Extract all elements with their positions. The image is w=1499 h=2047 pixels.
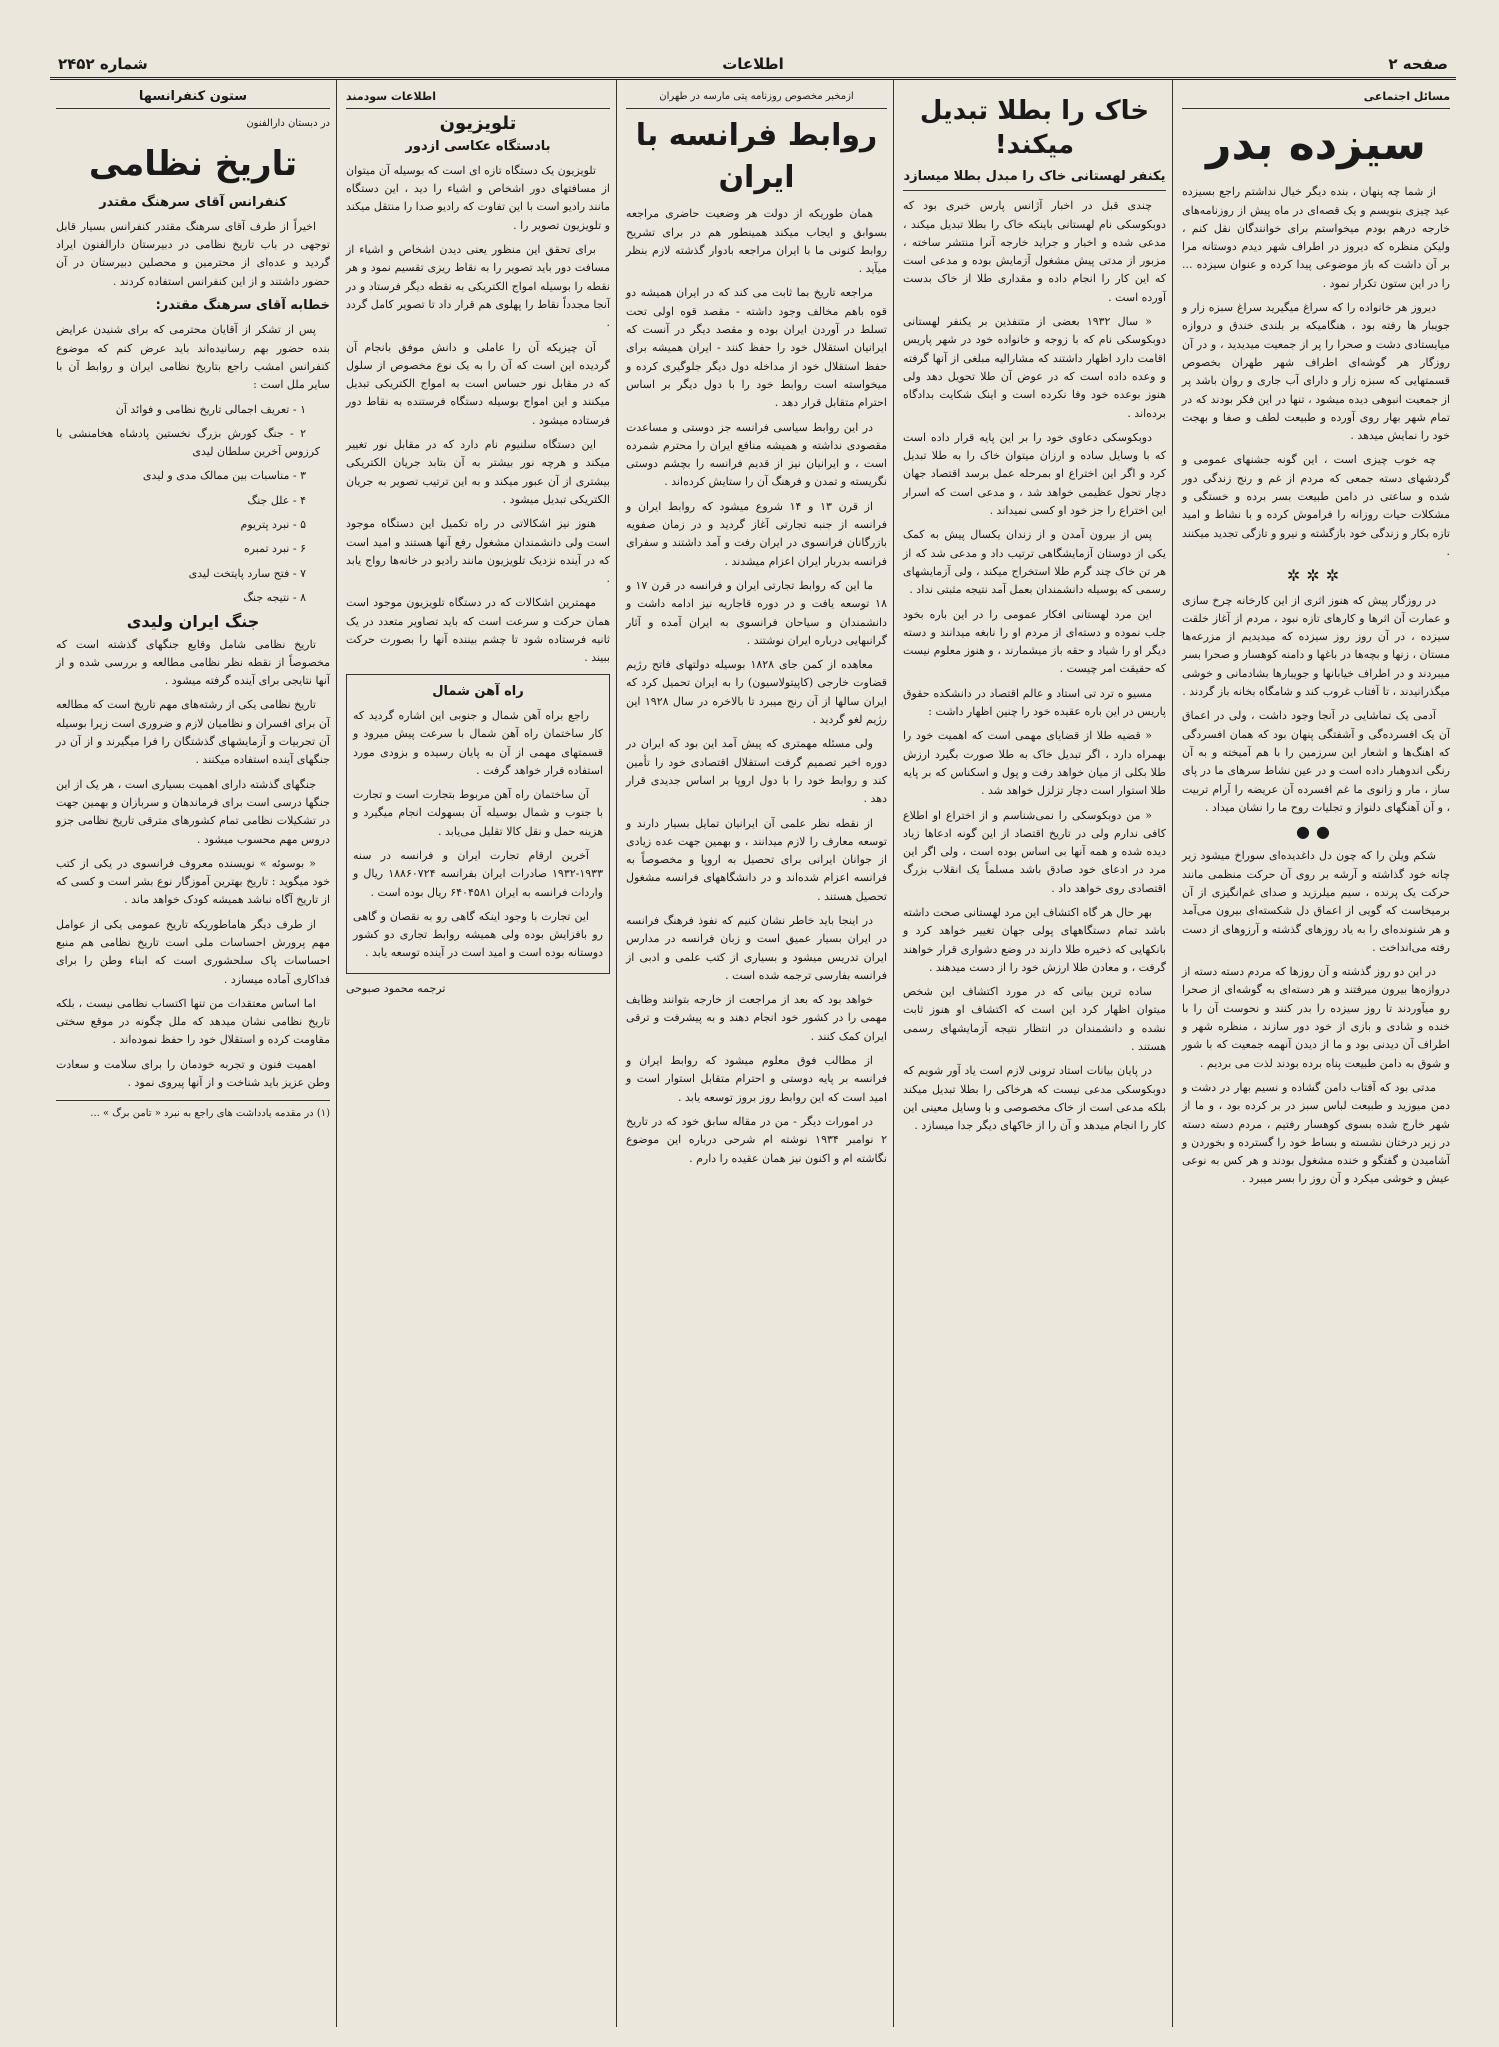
paragraph: در امورات دیگر - من در مقاله سابق خود که در تاریخ ۲ نوامبر ۱۹۳۴ نوشته ام شرحی درباره این موضوع نگاشته ام و اکنون نیز همان عقیده را دارم . [626, 1114, 887, 1165]
column-gold-article [897, 88, 1172, 2027]
newspaper-title: اطلاعات [722, 55, 784, 73]
list-item: ۵ - نبرد پتریوم [240, 518, 306, 532]
paragraph: مراجعه تاریخ بما ثابت می کند که در ایران همیشه دو قوه باهم مخالف وجود داشته - مقصد قوه اولی تحت تسلط در آوردن ایران بوده و مقصد دیگر در آنست که ایرانیان استقلال خود را حفظ کنند - ایران همیشه برای حفظ استقلال خود از مداخله دول دیگر جلوگیری کرده و میخواسته است روابط خود را با دول دیگر بر اساس احترام متقابل قرار دهد . [626, 286, 887, 410]
paragraph: ساده ترین بیانی که در مورد اکتشاف این شخص میتوان اظهار کرد این است که اکتشاف او هنوز ثابت نشده و دانشمندان در انتظار نتیجه آزمایشهای رسمی هستند . [903, 985, 1166, 1054]
paragraph: هنوز نیز اشکالاتی در راه تکمیل این دستگاه موجود است ولی دانشمندان مشغول رفع آنها هستند و امید است که در آینده نزدیک تلویزیون مانند رادیو در خانه‌ها رواج یابد . [346, 517, 610, 586]
paragraph: تاریخ نظامی شامل وقایع جنگهای گذشته است که مخصوصاً از نقطه نظر نظامی مطالعه و بررسی شده و از آنها نتایجی برای آینده گرفته میشود . [56, 637, 330, 688]
section-label: اطلاعات سودمند [346, 88, 610, 109]
paragraph: شکم ویلن را که چون دل داغدیده‌ای سوراخ میشود زیر چانه خود گذاشته و آرشه بر روی آن حرکت منظمی مانند حرکت یک پرنده ، سیم میلرزید و صدای غم‌انگیزی از آن برمیخاست که گویی از اعماق دل شکسته‌ای بیرون می‌آمد و هر شنونده‌ای را به یاد روزهای گذشته و آرزوهای از دست رفته می‌انداخت . [1182, 849, 1450, 954]
paragraph: معاهده از کمن جای ۱۸۲۸ بوسیله دولتهای فاتح رژیم قضاوت خارجی (کاپیتولاسیون) را به ایران تحمیل کرد که ایران سالها از آن رنج میبرد تا بالاخره در سال ۱۹۲۸ این رژیم لغو گردید . [626, 658, 887, 727]
list-item: ۴ - علل جنگ [247, 493, 306, 507]
paragraph: این تجارت با وجود اینکه گاهی رو به نقصان و گاهی رو بافزایش بوده ولی همیشه روابط تجاری دو کشور دوستانه بوده است و امید است در آینده توسعه یابد . [353, 909, 603, 960]
paragraph: اهمیت فنون و تجربه خودمان را برای سلامت و سعادت وطن عزیز باید شناخت و از آنها پیروی نمود . [56, 1057, 330, 1090]
paragraph: آن چیزیکه آن را عاملی و دانش موفق بانجام آن گردیده این است که آن را به یک نوع مخصوص از سلول که در مقابل نور حساس است به امواج الکتریکی تبدیل میکنند و این امواج بوسیله دستگاه فرستنده به نقاط دور فرستاده میشود . [346, 340, 610, 427]
paragraph: دوبکوسکی دعاوی خود را بر این پایه قرار داده است که با وسایل ساده و ارزان میتوان خاک را به طلا تبدیل کرد و اگر این اختراع او بمرحله عمل برسد اقتصاد جهان دچار تحول عظیمی خواهد شد ، و مدعی است که اسرار این اختراع را جز خود او کسی نمیداند . [903, 430, 1166, 518]
speech-title: خطابه آقای سرهنگ مقتدر: [155, 298, 330, 314]
paragraph: آن ساختمان راه آهن مربوط بتجارت است و تجارت با جنوب و شمال بوسیله آن بسهولت انجام میگیرد و هزینه حمل و نقل کالا تقلیل می‌یابد . [353, 788, 603, 838]
list-item: ۷ - فتح سارد پایتخت لیدی [188, 566, 306, 580]
paragraph: « بوسوئه » نویسنده معروف فرانسوی در یکی از کتب خود میگوید : تاریخ بهترین آموزگار نوع بشر است و کسی که از تاریخ آگاه نباشد همیشه کودک خواهد ماند . [56, 856, 330, 907]
column-sizdah-bedar [1176, 88, 1456, 2027]
paragraph: مهمترین اشکالات که در دستگاه تلویزیون موجود است همان حرکت و سرعت است که باید تصاویر متعدد در یک ثانیه فرستاده شود تا چشم بیننده آنها را بصورت حرکت ببیند . [346, 596, 610, 665]
issue-number: شماره ۲۴۵۲ [58, 55, 148, 73]
paragraph: در اینجا باید خاطر نشان کنیم که نفوذ فرهنگ فرانسه در ایران بسیار عمیق است و زبان فرانسه در مدارس ایران تدریس میشود و بسیاری از کتب علمی و ادبی از فرانسه بفارسی ترجمه شده است . [626, 913, 887, 982]
paragraph: اخیراً از طرف آقای سرهنگ مقتدر کنفرانس بسیار قابل توجهی در باب تاریخ نظامی در دبیرستان دارالفنون ایراد گردید و عده‌ای از محترمین و محصلین دبیرستان در آن حضور داشتند و از این کنفرانس استفاده کردند . [56, 219, 330, 288]
paragraph: پس از بیرون آمدن و از زندان یکسال پیش به کمک یکی از دوستان آزمایشگاهی ترتیب داد و مدعی شد که از هر تن خاک چند گرم طلا استخراج میکند ، ولی آزمایشهای رسمی که بوسیله دانشمندان بعمل آمد نتیجه مثبتی نداد . [903, 528, 1166, 597]
correspondent-note: ازمخبر مخصوص روزنامه پتی مارسه در طهران [626, 88, 887, 109]
footnote: (۱) در مقدمه یادداشت های راجع به نبرد « تامن برگ » ... [56, 1100, 330, 1123]
ornament-divider: ✲✲✲ [1286, 566, 1346, 586]
paragraph: از نقطه نظر علمی آن ایرانیان تمایل بسیار دارند و توسعه معارف را لازم میدانند ، و بهمین جهت عده زیادی از جوانان ایرانی برای تحصیل به اروپا و مخصوصاً به فرانسه اعزام شده‌اند و در دانشگاههای فرانسه مشغول تحصیل هستند . [626, 816, 887, 903]
column-france-iran-relations [620, 88, 893, 2027]
paragraph: در این دو روز گذشته و آن روزها که مردم دسته دسته از دروازه‌ها بیرون میرفتند و هر دسته‌ای به گوشه‌ای از صحرا رو میآوردند تا روز سیزده را بدر کنند و نحوست آن را با خنده و شادی و بازی از خود دور سازند ، منظره شهر و اطراف آن دیدنی بود و ما از دیدن آنهمه جمعیت که با شور و شوق به دامن طبیعت پناه برده بودند لذت می بردیم . [1182, 965, 1450, 1070]
paragraph: « من دوبکوسکی را نمی‌شناسم و از اختراع او اطلاع کافی ندارم ولی در تاریخ اقتصاد از این گونه ادعاها زیاد دیده شده و همه آنها بی اساس بوده است ، ولی اگر این مرد در ادعای خود صادق باشد مسلماً یک انقلاب بزرگ اقتصادی روی خواهد داد . [903, 808, 1166, 895]
paragraph: چه خوب چیزی است ، این گونه جشنهای عمومی و گردشهای دسته جمعی که مردم از غم و رنج زندگی دور شده و ساعتی در دامن طبیعت بسر برده و خستگی و مشکلات حیات روزانه را فراموش کرده و با نشاط و امید تازه بکار و زندگی خود بازگشته و نیرو و تازگی تجدید میکنند . [1182, 453, 1450, 558]
paragraph: تلویزیون یک دستگاه تازه ای است که بوسیله آن میتوان از مسافتهای دور اشخاص و اشیاء را دید ، این دستگاه مانند رادیو است با این تفاوت که رادیو صدا را منتقل میکند و تلویزیون تصویر را . [345, 163, 610, 232]
paragraph: اما اساس معتقدات من تنها اکتساب نظامی نیست ، بلکه تاریخ نظامی نشان میدهد که ملل چگونه در موقع سختی مقاومت کرده و استقلال خود را حفظ نموده‌اند . [56, 996, 330, 1047]
article-title: تلویزیون [439, 113, 517, 135]
list-item: ۸ - نتیجه جنگ [243, 590, 306, 604]
column-rule [616, 80, 617, 2027]
box-title: راه آهن شمال [432, 683, 524, 699]
paragraph: مسیو ه ترد تی استاد و عالم اقتصاد در دانشکده حقوق پاریس در این باره عقیده خود را چنین اظهار داشت : [903, 686, 1166, 719]
article-subtitle: کنفرانس آقای سرهنگ مقتدر [99, 194, 287, 210]
paragraph: راجع براه آهن شمال و جنوبی این اشاره گردید که کار ساختمان راه آهن شمال با سرعت پیش میرود و قسمتهای مهمی از آن به پایان رسیده و بزودی مورد استفاده قرار خواهد گرفت . [353, 708, 603, 777]
section-sublabel: در دبستان دارالفنون [246, 118, 330, 130]
paragraph: در این روابط سیاسی فرانسه جز دوستی و مساعدت مقصودی نداشته و همیشه منافع ایران را محترم شمرده است ، و ایرانیان نیز از قدیم فرانسه را بچشم دوستی نگریسته و تمدن و فرهنگ آن را ستایش کرده‌اند . [626, 420, 887, 489]
translator-credit: ترجمه محمود صبوحی [346, 981, 446, 995]
article-subtitle: بادستگاه عکاسی ازدور [405, 138, 551, 154]
column-rule [1172, 80, 1173, 2027]
paragraph: « قضیه طلا از قضایای مهمی است که اهمیت خود را بهمراه دارد ، اگر تبدیل خاک به طلا صورت بگیرد ارزش طلا بکلی از میان خواهد رفت و پول و اسکناس که بر پایه طلا استوار است دچار تزلزل خواهد شد . [903, 729, 1166, 798]
paragraph: در روزگار پیش که هنوز اثری از این کارخانه چرخ سازی و عمارت آن اثرها و کارهای تازه نبود ، مردم از آغاز خلقت سیزده ، در آن روز روز سیزده که میدیدیم از مزرعه‌ها مستان ، زنها و بچه‌ها در باغها و دامنه کوهسار و صحرا بسر میبردند و در اطراف خیابانها و جویبارها بشادمانی و خوشی میگذرانیدند ، تا آفتاب غروب کند و شامگاه بخانه باز گردند . [1182, 593, 1450, 699]
paragraph: چندی قبل در اخبار آژانس پارس خبری بود که دوبکوسکی نام لهستانی باینکه خاک را بطلا تبدیل میکند ، مدعی شده و اخبار و جراید خارجه آنرا منتشر ساخته ، مزبور از مدتی پیش مشغول آزمایش بوده و مدعی است که این کار را انجام داده و مقداری طلا از خاک بدست آورده است . [903, 199, 1166, 304]
list-item: ۶ - نبرد تمبره [243, 542, 306, 556]
paragraph: آدمی یک تماشایی در آنجا وجود داشت ، ولی در اعماق آن یک افسرده‌گی و آشفتگی پنهان بود که همان افسردگی که اهنگ‌ها و اشعار این سرزمین را با هم آمیخته و به آن رنگی اندوهبار داده است و در عین نشاط سرهای ما در پای ساز ، مار و زانوی ما غم افسرده آن عریضه را آرام تربیت ، و آن آهنگهای دلنواز و تجلیات روح ما را نشان میداد . [1182, 709, 1450, 814]
article-title: تاریخ نظامی [88, 143, 298, 184]
paragraph: این دستگاه سلنیوم نام دارد که در مقابل نور تغییر میکند و هرچه نور بیشتر به آن بتابد جریان الکتریکی بیشتری از آن عبور میکند و به این ترتیب تصویر به جریان الکتریکی تبدیل میشود . [346, 438, 610, 506]
list-item: ۳ - مناسبات بین ممالک مدی و لیدی [142, 469, 306, 483]
paragraph: ما این که روابط تجارتی ایران و فرانسه در قرن ۱۷ و ۱۸ توسعه یافت و در دوره قاجاریه نیز ادامه داشت و دانشمندان و سیاحان فرانسوی به ایران آمده و آثار گرانبهایی درباره ایران نوشتند . [626, 578, 887, 647]
paragraph: همان طوریکه از دولت هر وضعیت حاضری مراجعه بسوابق و ایجاب میکند همینطور هم در برای تشریح روابط کنونی ما با ایران مراجعه بادوار گذشته لازم بنظر میآید . [626, 207, 887, 276]
article-title: خاک را بطلا تبدیل میکند! [919, 96, 1150, 160]
paragraph: ولی مسئله مهمتری که پیش آمد این بود که ایران در دوره اخیر تصمیم گرفت استقلال اقتصادی خود را تأمین کند و روابط خود را با دول اروپا بر اساس جدیدی قرار دهد . [626, 737, 887, 806]
paragraph: آخرین ارقام تجارت ایران و فرانسه در سنه ۱۹۳۳-۱۹۳۲ صادرات ایران بفرانسه ۱۸۸۶۰۷۲۴ ریال و واردات فرانسه به ایران ۶۴۰۴۵۸۱ ریال بوده است . [353, 848, 603, 899]
paragraph: دیروز هر خانواده را که سراغ میگیرید سراغ سبزه زار و جویبار ها رفته بود ، هنگامیکه بر بلندی خندق و دروازه میایستادی دشت و صحرا را پر از جمعیت میدیدید ، و در آن روزگار هر گوشه‌ای اطراف شهر طهران بخصوص قسمتهایی که سبزه زار و دارای آب جاری و روان باشد پر از جمعیت انبوهی دیده میشود ، تنها در این فکر بودند که در تمام شهر بهار روی آورده و طبیعت لطف و صفا و بهجت خود را نمایش میدهد . [1182, 301, 1450, 443]
page-number: صفحه ۲ [1388, 55, 1448, 73]
paragraph: از شما چه پنهان ، بنده دیگر خیال نداشتم راجع بسیزده عید چیزی بنویسم و یک قصه‌ای در ماه پیش از روزنامه‌های خارجه درهم بودم میخواستم برای خوانندگان نقل کنم ، ولیکن منظره‌ که دیروز در اطراف شهر دیدم دوستانه مرا بر آن داشت که باز موضوعی پیدا کرده و عنوان سیزده ... را در این ستون تکرار نمود . [1182, 185, 1450, 290]
column-television [340, 88, 616, 2027]
paragraph: بهر حال هر گاه اکتشاف این مرد لهستانی صحت داشته باشد تمام دستگاههای پولی جهان تغییر خواهد کرد و بانکهایی که ذخیره طلا دارند در وضع دشواری قرار خواهند گرفت ، و معادن طلا ارزش خود را از دست میدهند . [903, 905, 1166, 974]
railway-box [346, 674, 610, 974]
section-label: ستون کنفرانسها [56, 88, 330, 109]
paragraph: از قرن ۱۳ و ۱۴ شروع میشود که روابط ایران و فرانسه از جنبه تجارتی آغاز گردید و در زمان صفویه بازرگانان فرانسوی در ایران رفت و آمد داشتند و سفرای فرانسه بدربار ایران اعزام میشدند . [626, 499, 887, 568]
paragraph: برای تحقق این منظور یعنی دیدن اشخاص و اشیاء از مسافت دور باید تصویر را به نقاط ریزی تقسیم نمود و هر نقطه را بوسیله امواج الکتریکی به نقطه دیگر فرستاد و در آنجا مجدداً نقاط را پهلوی هم قرار داد تا تصویر کامل گردد . [346, 243, 610, 330]
article-title: سیزده بدر [1206, 119, 1426, 171]
paragraph: تاریخ نظامی یکی از رشته‌های مهم تاریخ است که مطالعه آن برای افسران و نظامیان لازم و ضروری است زیرا بوسیله آن تجربیات و آزمایشهای گذشتگان را فرا میگیرند و از آن در جنگهای آینده استفاده میکنند . [56, 698, 330, 767]
list-item: ۲ - جنگ کورش بزرگ نخستین پادشاه هخامنشی با کرزوس آخرین سلطان لیدی [56, 426, 320, 459]
article-subtitle: یکنفر لهستانی خاک را مبدل بطلا میسازد [903, 168, 1166, 191]
paragraph: خواهد بود که بعد از مراجعت از خارجه بتوانند وظایف مهمی را در کشور خود انجام دهند و به پیشرفت و ترقی ایران کمک کنند . [626, 993, 887, 1043]
ornament-divider: ●● [1296, 822, 1336, 842]
paragraph: « سال ۱۹۳۲ بعضی از متنفذین بر یکنفر لهستانی دوبکوسکی نام که با زوجه و خانواده خود در شهر پاریس اقامت دارد اظهار داشتند که مشارالیه مبلغی از آنها گرفته و وعده داده است که در عوض آن طلا تحویل دهد ولی هنوز بوعده خود وفا نکرده است و اینک شکایت بدادگاه برده‌اند . [903, 315, 1166, 420]
section-heading: جنگ ایران ولیدی [126, 612, 260, 632]
article-title: روابط فرانسه با ایران [635, 118, 878, 196]
masthead [50, 55, 1456, 80]
paragraph: از مطالب فوق معلوم میشود که روابط ایران و فرانسه بر پایه دوستی و احترام متقابل استوار است و امید است که این روابط روز بروز توسعه یابد . [626, 1054, 887, 1104]
section-label: مسائل اجتماعی [1182, 88, 1450, 109]
column-conferences [50, 88, 336, 2027]
paragraph: پس از تشکر از آقایان محترمی که برای شنیدن عرایض بنده حضور بهم رسانیده‌اند باید عرض کنم که موضوع کنفرانس امشب راجع بتاریخ نظامی ایران و روابط آن با سایر ملل است : [56, 323, 330, 392]
column-rule [336, 80, 337, 2027]
paragraph: جنگهای گذشته دارای اهمیت بسیاری است ، هر یک از این جنگها درسی است برای فرماندهان و سربازان و بهمین جهت در تشکیلات نظامی تمام کشورهای مترقی تاریخ نظامی جزو دروس مهم محسوب میشود . [56, 777, 330, 846]
paragraph: از طرف دیگر هاماطوریکه تاریخ عمومی یکی از عوامل مهم پرورش احساسات ملی است تاریخ نظامی هم منبع احساسات پاک سلحشوری است که ابناء وطن را برای فداکاری آماده میسازد . [56, 917, 330, 986]
paragraph: در پایان بیانات استاد ترونی لازم است یاد آور شویم که دوبکوسکی مدعی نیست که هرخاکی را بطلا تبدیل میکند بلکه مدعی است از خاک مخصوصی و با وسایل معینی این کار را انجام میدهد و آن را از خاکهای دیگر جدا میسازد . [903, 1064, 1166, 1133]
list-item: ۱ - تعریف اجمالی تاریخ نظامی و فوائد آن [115, 402, 306, 416]
column-rule [893, 80, 894, 2027]
paragraph: مدتی بود که آفتاب دامن گشاده و نسیم بهار در دشت و دمن میوزید و طبیعت لباس سبز در بر کرده بود ، و ما از شهر خارج شده بسوی کوهسار رفتیم ، مردم دسته دسته در زیر درختان نشسته و بساط خود را گسترده و بخوردن و آشامیدن و گفتگو و خنده مشغول بودند و هر کس به نوعی عیش و خوشی میکرد و آن روز را بسر میبرد . [1182, 1080, 1450, 1186]
paragraph: این مرد لهستانی افکار عمومی را در این باره بخود جلب نموده و دسته‌ای از مردم او را نابغه میدانند و دسته دیگر او را شیاد و حقه باز میشمارند ، و هنوز معلوم نیست که حقیقت امر چیست . [903, 607, 1166, 676]
